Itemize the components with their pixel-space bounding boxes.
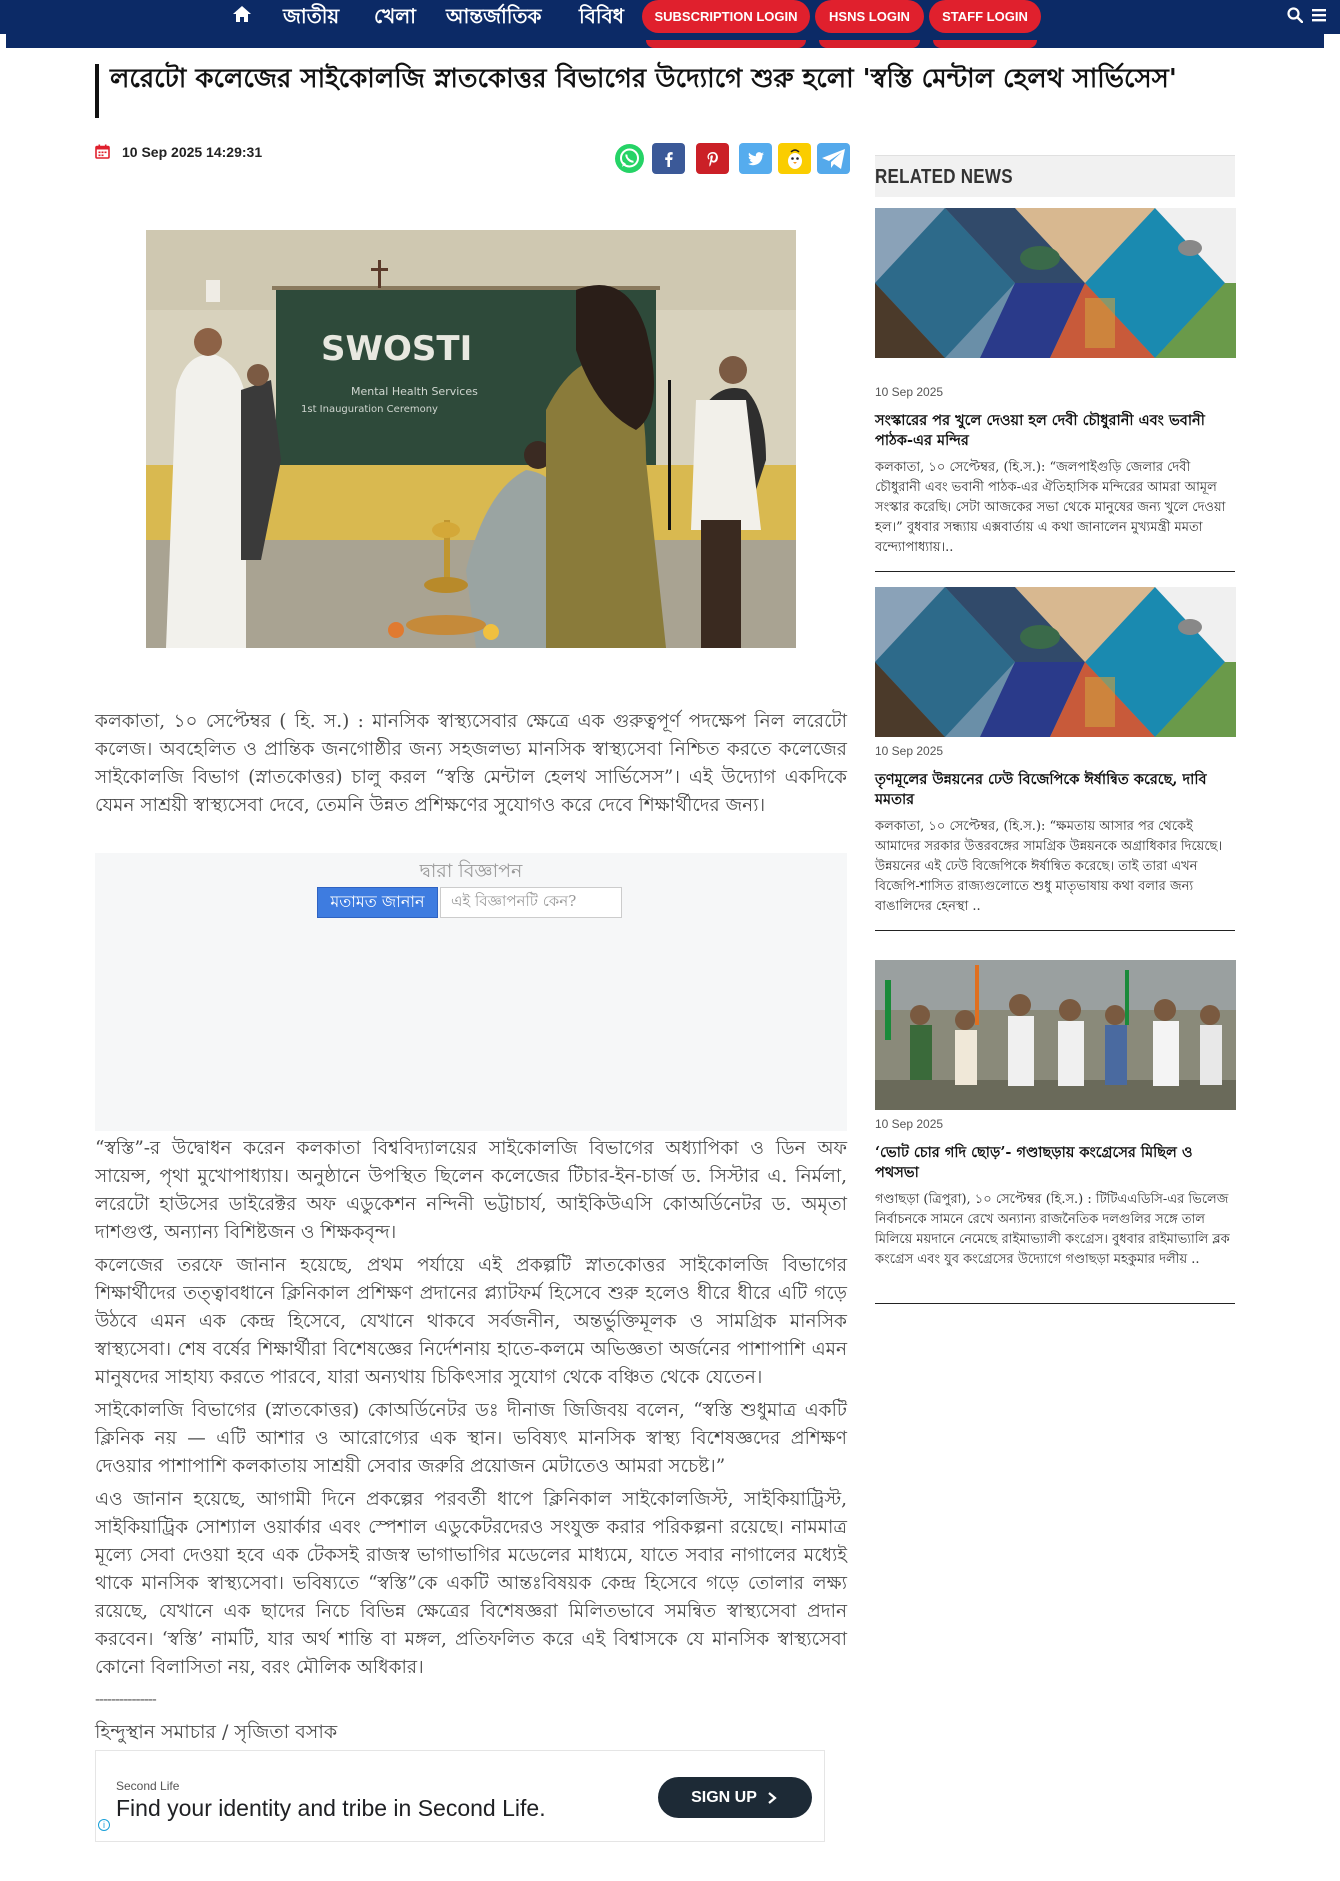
related-news-title: RELATED NEWS	[875, 166, 1013, 188]
telegram-share-button[interactable]	[817, 143, 850, 174]
nav-pill-shadow	[933, 40, 1037, 48]
article-byline: হিন্দুস্থান সমাচার / সৃজিতা বসাক	[95, 1721, 338, 1743]
signup-button-label: SIGN UP	[691, 1788, 757, 1806]
nav-link-misc[interactable]: বিবিধ	[579, 4, 624, 28]
article-paragraph: কলেজের তরফে জানান হয়েছে, প্রথম পর্যায়ে এই প্রকল্পটি স্নাতকোত্তর সাইকোলজি বিভাগের শিক্ষার্থীদের তত্ত্বাবধানে ক্লিনিকাল প্রশিক্ষণ প্রদানের প্ল্যাটফর্ম হিসেবে শুরু হলেও ধীরে ধীরে এটি গড়ে উঠবে এমন এক কেন্দ্র হিসেবে, যেখানে থাকবে সর্বজনীন, অন্তর্ভুক্তিমূলক ও সামগ্রিক মানসিক স্বাস্থ্যসেবা। শেষ বর্ষের শিক্ষার্থীরা বিশেষজ্ঞের নির্দেশনায় হাতে-কলমে অভিজ্ঞতা অর্জনের পাশাপাশি এমন মানুষদের সাহায্য করতে পারবে, যারা অন্যথায় চিকিৎসার সুযোগ থেকে বঞ্চিত থেকে যেতেন।	[95, 1255, 847, 1388]
chevron-right-icon	[765, 1791, 779, 1805]
nav-link-sports[interactable]: খেলা	[374, 4, 416, 28]
related-news-title-link[interactable]: তৃণমূলের উন্নয়নের ঢেউ বিজেপিকে ঈর্ষান্বিত করেছে, দাবি মমতার	[875, 771, 1207, 808]
article-paragraph: এও জানান হয়েছে, আগামী দিনে প্রকল্পের পরবর্তী ধাপে ক্লিনিকাল সাইকোলজিস্ট, সাইকিয়াট্রিস্ট, সাইকিয়াট্রিক সোশ্যাল ওয়ার্কার এবং স্পেশাল এডুকেটরদেরও সংযুক্ত করার পরিকল্পনা রয়েছে। নামমাত্র মূল্যে সেবা দেওয়া হবে এক টেকসই রাজস্ব ভাগাভাগির মডেলের মাধ্যমে, যাতে সবার নাগালের মধ্যেই থাকে মানসিক স্বাস্থ্যসেবা। ভবিষ্যতে “স্বস্তি”কে একটি আন্তঃবিষয়ক কেন্দ্র হিসেবে গড়ে তোলার লক্ষ্য রয়েছে, যেখানে এক ছাদের নিচে বিভিন্ন ক্ষেত্রের বিশেষজ্ঞরা মিলিতভাবে সমন্বিত স্বাস্থ্যসেবা প্রদান করবেন। ‘স্বস্তি’ নামটি, যার অর্থ শান্তি বা মঙ্গল, প্রতিফলিত করে এই বিশ্বাসকে যে মানসিক স্বাস্থ্যসেবা কোনো বিলাসিতা নয়, বরং মৌলিক অধিকার।	[95, 1489, 847, 1678]
headline-accent-bar	[95, 64, 99, 118]
ad-label: দ্বারা বিজ্ঞাপন	[419, 860, 523, 882]
whatsapp-icon	[614, 143, 645, 174]
article-paragraph: “স্বস্তি”-র উদ্বোধন করেন কলকাতা বিশ্ববিদ্যালয়ের সাইকোলজি বিভাগের অধ্যাপিকা ও ডিন অফ সায়েন্স, পৃথা মুখোপাধ্যায়। অনুষ্ঠানে উপস্থিত ছিলেন কলেজের টিচার-ইন-চার্জ ড. সিস্টার এ. নির্মলা, লরেটো হাউসের ডাইরেক্টর অফ এডুকেশন নন্দিনী ভট্টাচার্য, আইকিউএসি কোঅর্ডিনেটর ড. অমৃতা দাশগুপ্ত, অন্যান্য বিশিষ্টজন ও শিক্ষকবৃন্দ।	[95, 1138, 847, 1243]
telegram-icon	[821, 148, 847, 170]
related-news-title-link[interactable]: ‘ভোট চোর গদি ছোড়’- গণ্ডাছড়ায় কংগ্রেসের মিছিল ও পথসভা	[875, 1144, 1193, 1181]
whatsapp-share-button[interactable]	[613, 143, 646, 174]
adchoices-icon[interactable]: i	[98, 1819, 110, 1831]
signup-button[interactable]	[658, 1777, 812, 1818]
koo-share-button[interactable]	[778, 143, 811, 174]
article-paragraph: কলকাতা, ১০ সেপ্টেম্বর ( হি. স.) : মানসিক স্বাস্থ্যসেবার ক্ষেত্রে এক গুরুত্বপূর্ণ পদক্ষেপ নিল লরেটো কলেজ। অবহেলিত ও প্রান্তিক জনগোষ্ঠীর জন্য সহজলভ্য মানসিক স্বাস্থ্যসেবা নিশ্চিত করতে কলেজের সাইকোলজি বিভাগ (স্নাতকোত্তর) চালু করল “স্বস্তি মেন্টাল হেলথ সার্ভিসেস”। এই উদ্যোগ একদিকে যেমন সাশ্রয়ী স্বাস্থ্যসেবা দেবে, তেমনি উন্নত প্রশিক্ষণের সুযোগও করে দেবে শিক্ষার্থীদের জন্য।	[95, 711, 847, 816]
facebook-icon	[661, 151, 677, 167]
related-news-image[interactable]	[875, 960, 1236, 1110]
nav-pill-shadow	[646, 40, 806, 48]
top-navbar	[0, 0, 1340, 34]
staff-login-button[interactable]: STAFF LOGIN	[929, 0, 1041, 33]
pinterest-icon	[705, 151, 721, 167]
related-news-image[interactable]	[875, 587, 1236, 737]
ad-container	[95, 853, 847, 1131]
bottom-ad-brand: Second Life	[116, 1779, 180, 1793]
article-separator: ---------------	[95, 1692, 156, 1708]
nav-link-national[interactable]: জাতীয়	[283, 4, 340, 28]
board-subtitle-2: 1st Inauguration Ceremony	[301, 404, 438, 415]
home-icon[interactable]	[232, 4, 252, 24]
publish-date: 10 Sep 2025 14:29:31	[122, 144, 263, 160]
related-news-excerpt: গণ্ডাছড়া (ত্রিপুরা), ১০ সেপ্টেম্বর (হি.স.) : টিটিএএডিসি-এর ভিলেজ নির্বাচনকে সামনে রেখে অন্যান্য রাজনৈতিক দলগুলির সঙ্গে তাল মিলিয়ে ময়দানে নেমেছে রাইমাভ্যালী কংগ্রেস। বুধবার রাইমাভ্যালি ব্লক কংগ্রেস এবং যুব কংগ্রেসের উদ্যোগে গণ্ডাছড়া মহকুমার দলীয় ..	[875, 1192, 1230, 1267]
facebook-share-button[interactable]	[652, 143, 685, 174]
ad-feedback-button[interactable]: মতামত জানান	[317, 887, 438, 918]
article-image	[146, 230, 796, 648]
search-icon[interactable]	[1287, 7, 1303, 23]
bottom-ad-banner[interactable]	[95, 1750, 825, 1842]
twitter-icon	[748, 152, 764, 166]
related-news-date: 10 Sep 2025	[875, 744, 944, 758]
related-news-excerpt: কলকাতা, ১০ সেপ্টেম্বর, (হি.স.): “ক্ষমতায় আসার পর থেকেই আমাদের সরকার উত্তরবঙ্গের সামগ্রিক উন্নয়নকে অগ্রাধিকার দিয়েছে। উন্নয়নের এই ঢেউ বিজেপিকে ঈর্ষান্বিত করেছে। তাই তারা এখন বিজেপি-শাসিত রাজ্যগুলোতে শুধু মাতৃভাষায় কথা বলার জন্য বাঙালিদের হেনস্থা ..	[875, 819, 1223, 914]
ad-why-button[interactable]: এই বিজ্ঞাপনটি কেন?	[440, 887, 622, 918]
related-news-header	[875, 155, 1235, 197]
article-paragraph: সাইকোলজি বিভাগের (স্নাতকোত্তর) কোঅর্ডিনেটর ডঃ দীনাজ জিজিবয় বলেন, “স্বস্তি শুধুমাত্র একটি ক্লিনিক নয় — এটি আশার ও আরোগ্যের এক স্থান। ভবিষ্যৎ মানসিক স্বাস্থ্য বিশেষজ্ঞদের প্রশিক্ষণ দেওয়ার পাশাপাশি কলকাতায় সাশ্রয়ী সেবার জরুরি প্রয়োজন মেটাতেও আমরা সচেষ্ট।”	[95, 1400, 847, 1477]
koo-icon	[782, 146, 808, 172]
bottom-ad-headline: Find your identity and tribe in Second Life.	[116, 1795, 546, 1821]
related-news-date: 10 Sep 2025	[875, 1117, 944, 1131]
nav-pill-shadow	[819, 40, 920, 48]
subscription-login-button[interactable]: SUBSCRIPTION LOGIN	[642, 0, 810, 33]
related-news-date: 10 Sep 2025	[875, 385, 944, 399]
related-news-excerpt: কলকাতা, ১০ সেপ্টেম্বর, (হি.স.): “জলপাইগুড়ি জেলার দেবী চৌধুরানী এবং ভবানী পাঠক-এর ঐতিহাসিক মন্দিরের আমরা আমূল সংস্কার করেছি। সেটা আজকের সভা থেকে মানুষের জন্য খুলে দেওয়া হল।” বুধবার সন্ধ্যায় এক্সবার্তায় এ কথা জানালেন মুখ্যমন্ত্রী মমতা বন্দ্যোপাধ্যায়।..	[875, 460, 1226, 555]
menu-icon[interactable]	[1312, 8, 1326, 22]
hsns-login-button[interactable]: HSNS LOGIN	[815, 0, 924, 33]
related-news-separator	[875, 571, 1235, 572]
board-title: SWOSTI	[321, 329, 473, 369]
related-news-image[interactable]	[875, 208, 1236, 358]
article-headline: লরেটো কলেজের সাইকোলজি স্নাতকোত্তর বিভাগের উদ্যোগে শুরু হলো 'স্বস্তি মেন্টাল হেলথ সার্ভিসেস'	[110, 64, 1177, 94]
related-news-separator	[875, 1303, 1235, 1304]
pinterest-share-button[interactable]	[696, 143, 729, 174]
twitter-share-button[interactable]	[739, 143, 772, 174]
nav-link-international[interactable]: আন্তর্জাতিক	[446, 4, 542, 28]
related-news-title-link[interactable]: সংস্কারের পর খুলে দেওয়া হল দেবী চৌধুরানী এবং ভবানী পাঠক-এর মন্দির	[875, 412, 1205, 449]
board-subtitle: Mental Health Services	[351, 385, 478, 398]
calendar-icon	[95, 144, 110, 159]
related-news-separator	[875, 930, 1235, 931]
